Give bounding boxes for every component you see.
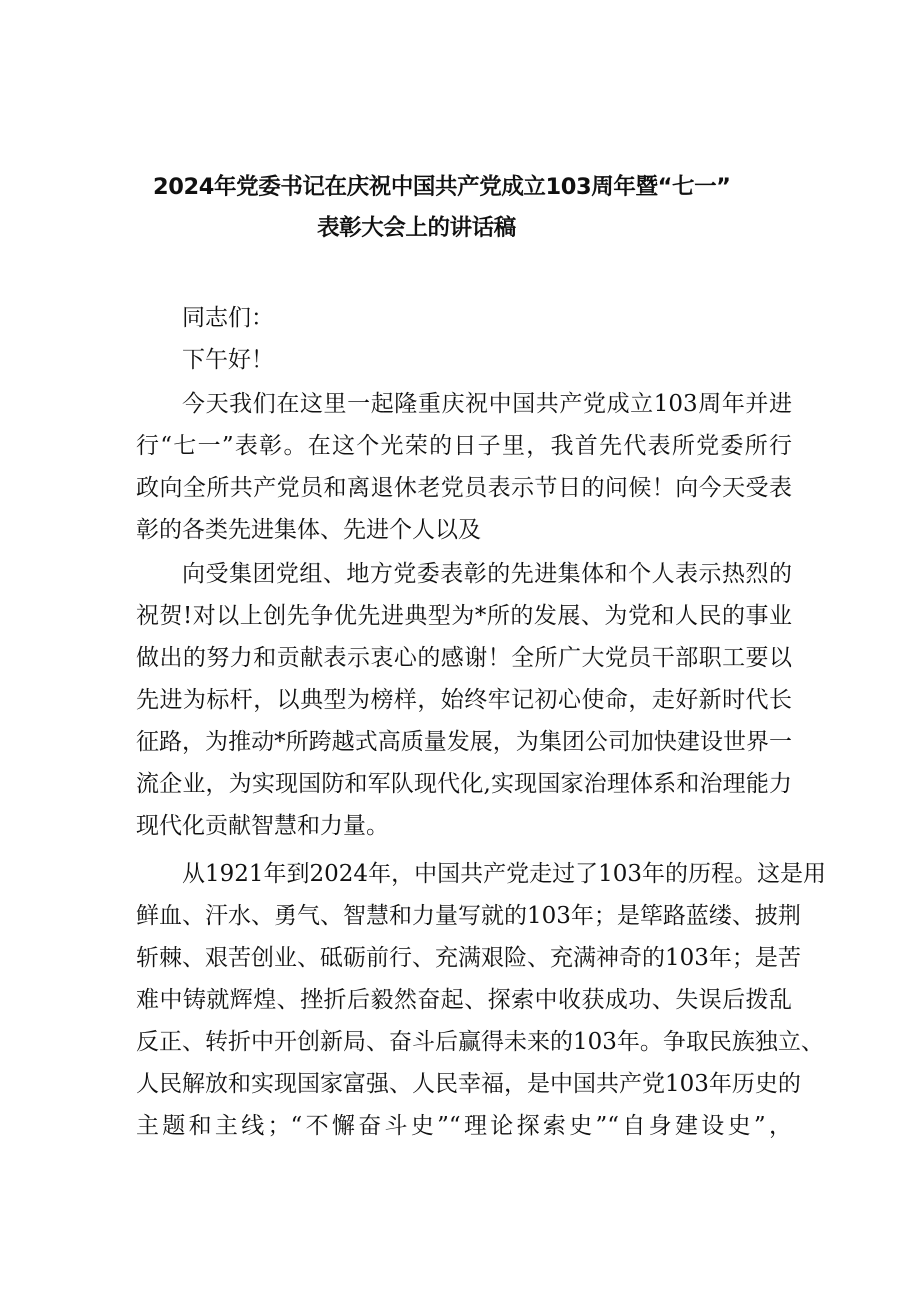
paragraph-1-line: 政向全所共产党员和离退休老党员表示节日的问候！向今天受表 [136, 475, 792, 501]
paragraph-3-line: 难中铸就辉煌、挫折后毅然奋起、探索中收获成功、失误后拨乱 [136, 987, 792, 1013]
document-title-line-1: 2024年党委书记在庆祝中国共产党成立103周年暨“七一” [153, 174, 731, 200]
paragraph-2-line: 现代化贡献智慧和力量。 [136, 813, 389, 839]
paragraph-3-line: 主题和主线；“不懈奋斗史”“理论探索史”“自身建设史”， [136, 1113, 792, 1139]
paragraph-3-line: 斩棘、艰苦创业、砥砺前行、充满艰险、充满神奇的103年；是苦 [136, 945, 801, 971]
document-title-line-2: 表彰大会上的讲话稿 [317, 215, 516, 241]
paragraph-2-line: 先进为标杆，以典型为榜样，始终牢记初心使命，走好新时代长 [136, 687, 792, 713]
greeting: 下午好！ [182, 347, 274, 373]
paragraph-2-line: 流企业，为实现国防和军队现代化,实现国家治理体系和治理能力 [136, 771, 792, 797]
paragraph-3-line: 人民解放和实现国家富强、人民幸福，是中国共产党103年历史的 [136, 1071, 801, 1097]
paragraph-3-line: 鲜血、汗水、勇气、智慧和力量写就的103年；是筚路蓝缕、披荆 [136, 903, 801, 929]
paragraph-2-line: 做出的努力和贡献表示衷心的感谢！全所广大党员干部职工要以 [136, 645, 792, 671]
paragraph-1-line: 彰的各类先进集体、先进个人以及 [136, 517, 481, 543]
paragraph-1-line: 今天我们在这里一起隆重庆祝中国共产党成立103周年并进 [182, 391, 792, 417]
paragraph-2-line: 征路，为推动*所跨越式高质量发展，为集团公司加快建设世界一 [136, 729, 792, 755]
paragraph-3-line: 反正、转折中开创新局、奋斗后赢得未来的103年。争取民族独立、 [136, 1029, 824, 1055]
salutation: 同志们： [182, 305, 274, 331]
paragraph-3-line: 从1921年到2024年，中国共产党走过了103年的历程。这是用 [182, 861, 826, 887]
paragraph-1-line: 行“七一”表彰。在这个光荣的日子里，我首先代表所党委所行 [136, 433, 792, 459]
paragraph-2-line: 向受集团党组、地方党委表彰的先进集体和个人表示热烈的 [182, 561, 792, 587]
paragraph-2-line: 祝贺!对以上创先争优先进典型为*所的发展、为党和人民的事业 [136, 603, 792, 629]
